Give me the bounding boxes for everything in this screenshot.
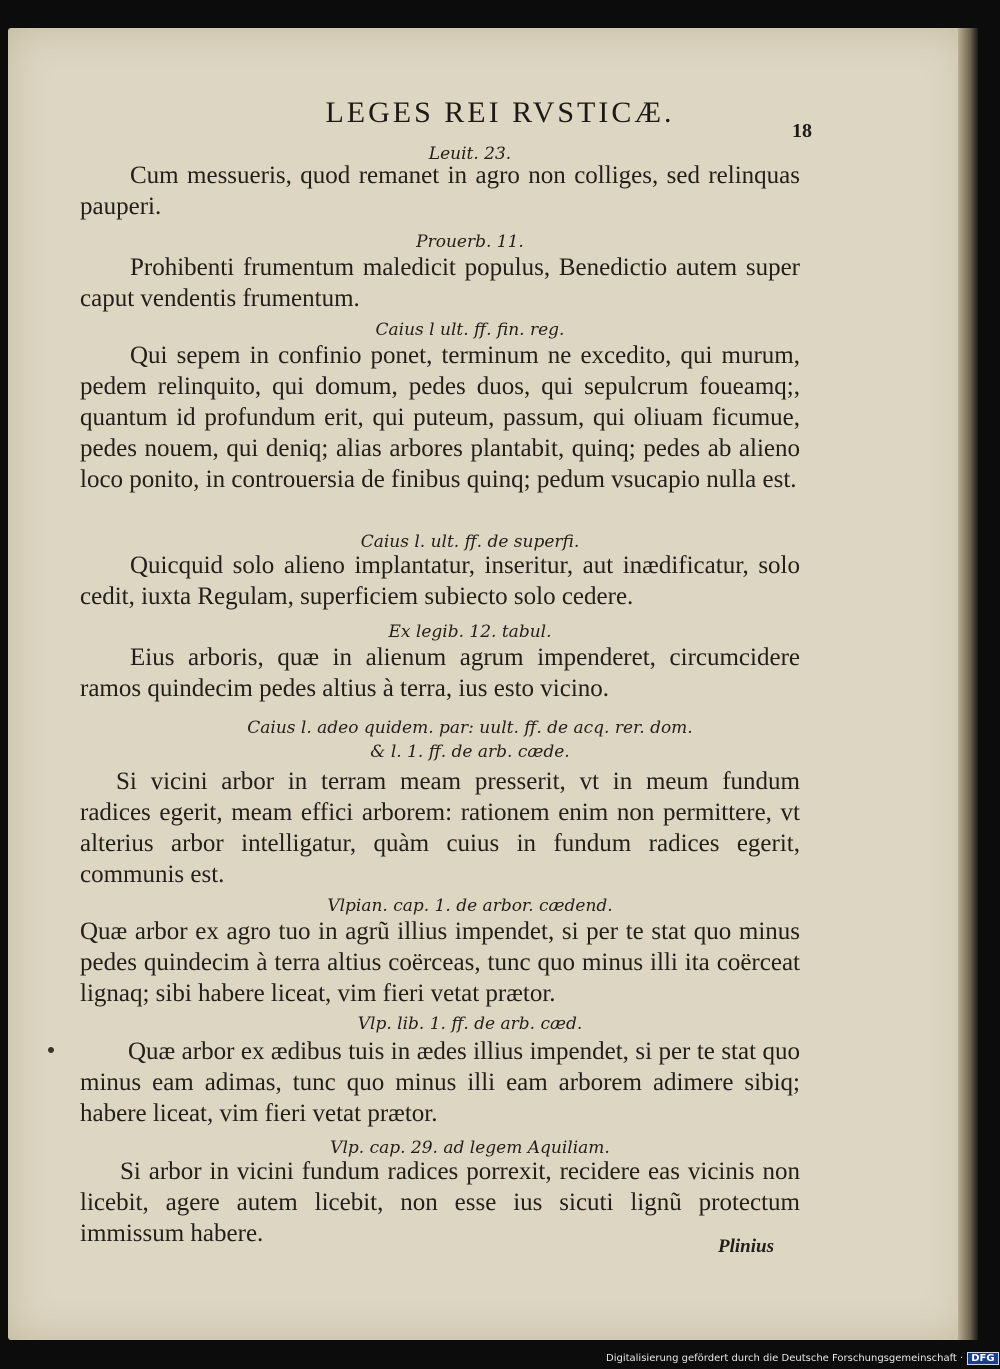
- citation-ulpian-lib1: Vlp. lib. 1. ff. de arb. cæd.: [357, 1014, 583, 1034]
- citation-proverbs: Prouerb. 11.: [416, 232, 524, 252]
- paragraph-3: Qui sepem in confinio ponet, terminum ne excedito, qui murum, pedem relinquito, qui domum, pedes duos, qui sepulcrum foueamq;, quantum id profundum erit, qui puteum, passum, qui oliuam ficumue, pedes nouem, qui deniq; alias arbores plantabit, quinq; pedes ab alieno loco ponito, in controuersia de finibus quinq; pedum vsucapio nulla est.: [80, 342, 800, 493]
- paragraph-6: Si vicini arbor in terram meam presserit, vt in meum fundum radices egerit, meam effici arborem: rationem enim non permittere, vt alterius arbor intelligatur, quàm cuius in fundum radices egerit, communis est.: [80, 768, 800, 888]
- citation-ulpian-aquiliam: Vlp. cap. 29. ad legem Aquiliam.: [330, 1138, 610, 1158]
- page-gutter: [958, 28, 978, 1340]
- digitization-credit: [606, 1352, 996, 1365]
- citation-leviticus: Leuit. 23.: [428, 144, 512, 164]
- citation-caius-superfi: Caius l. ult. ff. de superfi.: [360, 532, 580, 552]
- catchword: Plinius: [718, 1236, 774, 1257]
- citation-caius-acq: Caius l. adeo quidem. par: uult. ff. de acq. rer. dom.: [247, 718, 693, 738]
- dfg-logo: DFG: [967, 1352, 998, 1365]
- citation-ulpian-cap1: Vlpian. cap. 1. de arbor. cædend.: [327, 896, 613, 916]
- citation-arb-caede: & l. 1. ff. de arb. cæde.: [370, 742, 570, 762]
- page-number: 18: [792, 120, 812, 142]
- credit-text: Digitalisierung gefördert durch die Deutsche Forschungsgemeinschaft ·: [606, 1353, 964, 1364]
- paragraph-5: Eius arboris, quæ in alienum agrum impenderet, circumcidere ramos quindecim pedes altius à terra, ius esto vicino.: [80, 644, 800, 702]
- ink-speck: [48, 1047, 54, 1053]
- citation-caius-fin-reg: Caius l ult. ff. fin. reg.: [375, 320, 565, 340]
- running-head: LEGES REI RVSTICÆ.: [325, 96, 675, 129]
- paragraph-1: Cum messueris, quod remanet in agro non colliges, sed relinquas pauperi.: [80, 162, 800, 220]
- paragraph-7: Quæ arbor ex agro tuo in agrũ illius impendet, si per te stat quo minus pedes quindecim à terra altius coërceas, tunc quo minus illi ita coërceat lignaq; sibi habere liceat, vim fieri vetat prætor.: [80, 918, 800, 1007]
- paragraph-2: Prohibenti frumentum maledicit populus, Benedictio autem super caput vendentis frumentum.: [80, 254, 800, 312]
- citation-twelve-tables: Ex legib. 12. tabul.: [388, 622, 552, 642]
- paragraph-4: Quicquid solo alieno implantatur, inseritur, aut inædificatur, solo cedit, iuxta Regulam, superficiem subiecto solo cedere.: [80, 552, 800, 610]
- paragraph-9: Si arbor in vicini fundum radices porrexit, recidere eas vicinis non licebit, agere autem licebit, non esse ius sicuti lignũ protectum immissum habere.: [80, 1158, 800, 1247]
- paragraph-8: Quæ arbor ex ædibus tuis in ædes illius impendet, si per te stat quo minus eam adimas, tunc quo minus illi eam arborem adimere sibiq; habere liceat, vim fieri vetat prætor.: [80, 1038, 800, 1127]
